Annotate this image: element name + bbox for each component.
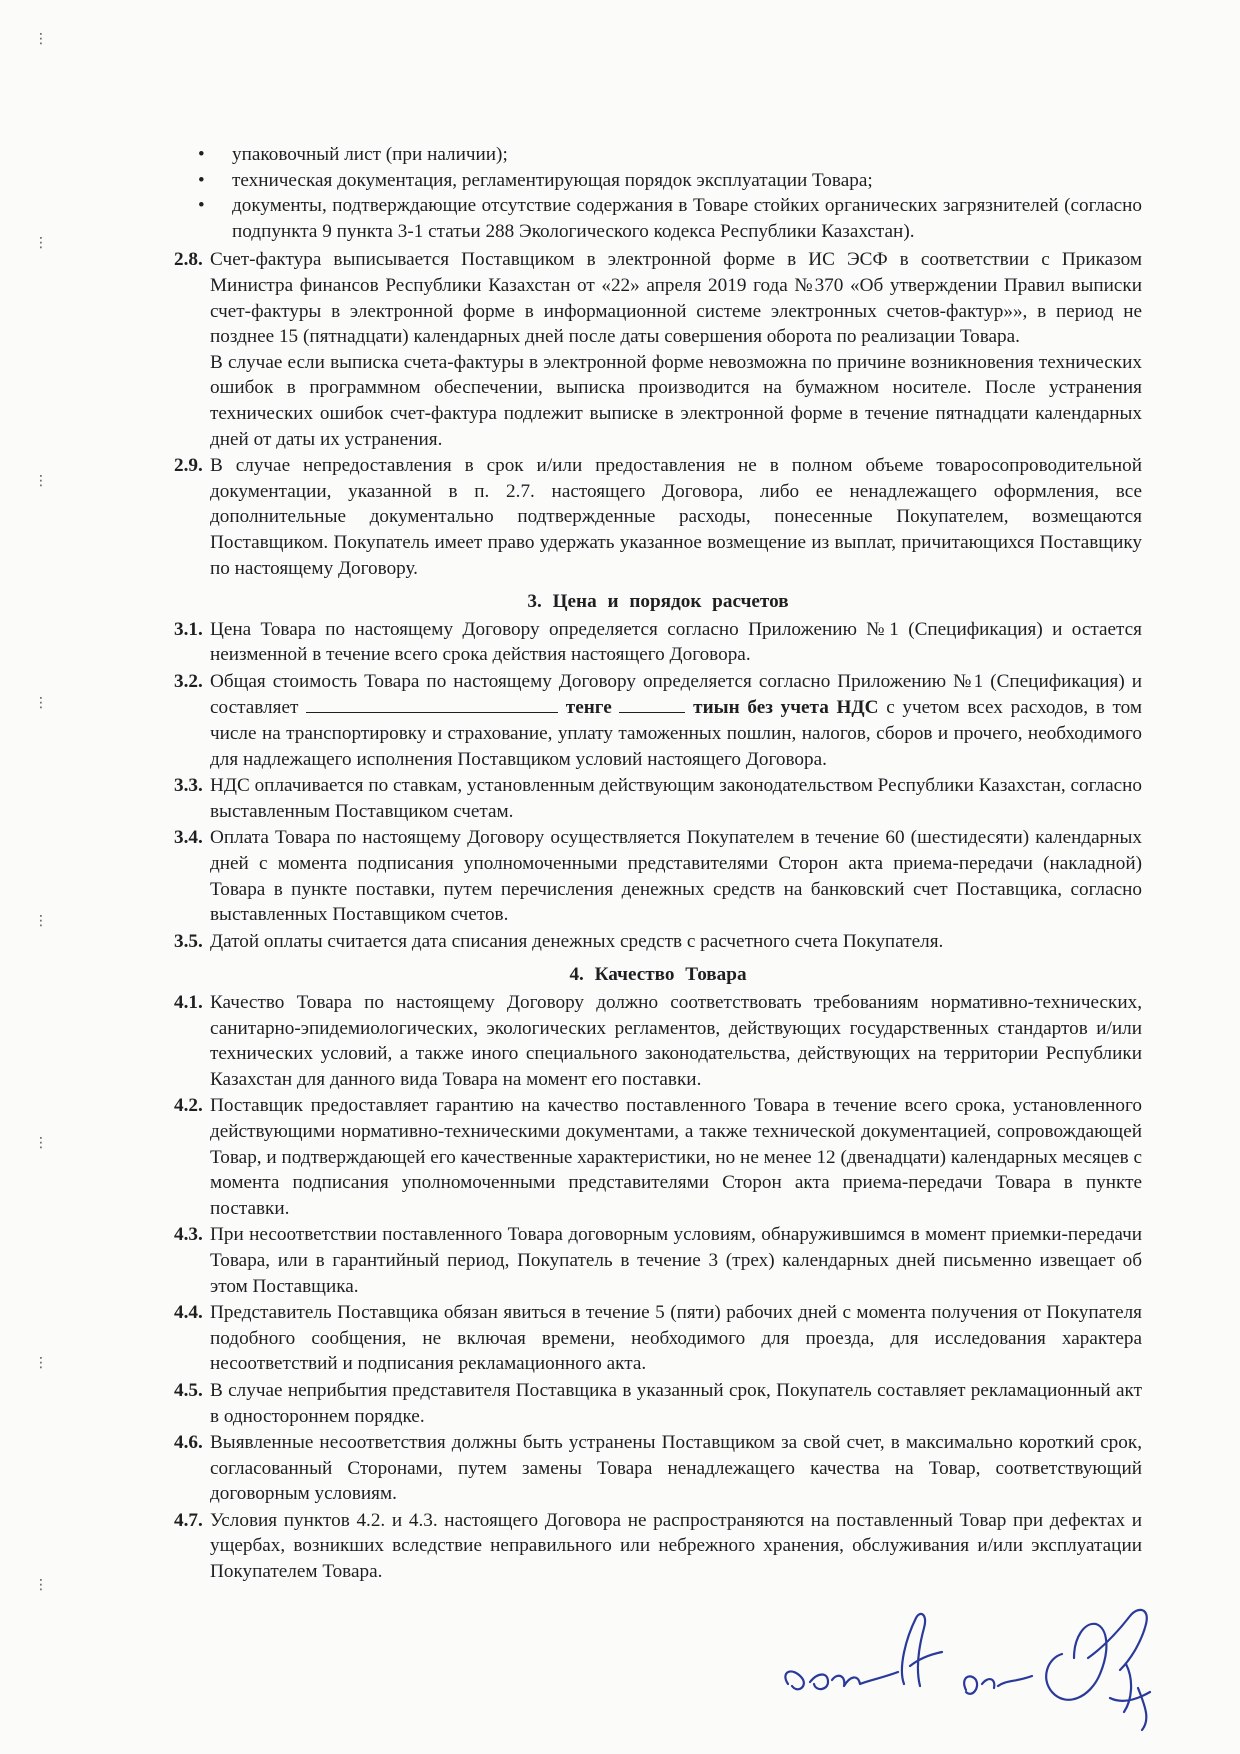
signature-2 <box>902 1614 942 1686</box>
list-item: • документы, подтверждающие отсутствие содержания в Товаре стойких органических загрязнителей (согласно подпункта 9 пункта 3-1 статьи 288 Экологического кодекса Республики Казахстан). <box>174 193 1142 244</box>
clause-3-2-tail: с учетом всех расходов, в том числе на транспортировку и страхование, уплату таможенных пошлин, налогов, сборов и прочего, необходимого для надлежащего исполнения Поставщиком условий настоящего Договора. <box>210 697 1143 770</box>
signature-4 <box>1046 1610 1150 1730</box>
section-3-items-b <box>174 773 1142 954</box>
clause-text: Датой оплаты считается дата списания денежных средств с расчетного счета Покупателя. <box>210 930 944 952</box>
clause-2-8 <box>174 247 1142 452</box>
clause-number: 3.2. <box>174 670 203 692</box>
clause-text: При несоответствии поставленного Товара договорным условиям, обнаружившимся в момент приемки-передачи Товара, или в гарантийный период, Покупатель в течение 3 (трех) календарных дней письменно извещает об этом Поставщика. <box>210 1224 1142 1297</box>
document-list <box>174 142 1142 244</box>
clause-3-1 <box>174 617 1142 668</box>
clause-number: 3.4. <box>174 827 203 849</box>
clause-number: 3.1. <box>174 618 203 640</box>
clause-number: 3.5. <box>174 930 203 952</box>
tiyn-blank <box>619 694 685 713</box>
binding-margin-marks: ⋮ ⋮ ⋮ ⋮ ⋮ ⋮ ⋮ ⋮ <box>34 31 48 1593</box>
clause-number: 4.1. <box>174 992 203 1013</box>
currency-tenge: тенге <box>565 697 612 719</box>
signature-3 <box>964 1676 1032 1694</box>
clause-3-2 <box>174 669 1142 772</box>
clause-3-5 <box>174 929 1142 955</box>
clause-text: Представитель Поставщика обязан явиться в течение 5 (пяти) рабочих дней с момента получения от Покупателя подобного сообщения, не включая времени, необходимого для проезда, для исследования характера несоответствий и подписания рекламационного акта. <box>210 1302 1142 1375</box>
signature-1 <box>785 1671 898 1689</box>
clause-number: 4.4. <box>174 1302 203 1324</box>
list-item: • техническая документация, регламентирующая порядок эксплуатации Товара; <box>174 168 1142 194</box>
clause-2-9 <box>174 453 1142 581</box>
clause-number: 3.3. <box>174 775 203 797</box>
clause-4-7 <box>174 1508 1142 1585</box>
clause-text: В случае неприбытия представителя Поставщика в указанный срок, Покупатель составляет рекламационный акт в одностороннем порядке. <box>210 1379 1142 1427</box>
section-4-title: 4. Качество Товара <box>569 964 747 986</box>
clause-text: Поставщик предоставляет гарантию на качество поставленного Товара в течение всего срока, установленного действующими нормативно-техническими документами, а также технической документацией, сопровождающей Товар, и подтверждающей его качественные характеристики, но не менее 12 (двенадцати) календарных месяцев с момента подписания уполномоченными представителями Сторон акта приема-передачи Товара в пункте поставки. <box>210 1095 1142 1219</box>
clause-number: 4.6. <box>174 1432 203 1454</box>
clause-number: 2.8. <box>174 249 203 271</box>
clause-text: Условия пунктов 4.2. и 4.3. настоящего Договора не распространяются на поставленный Товар при дефектах и ущербах, возникших вследствие неправильного или небрежного хранения, обслуживания и/или эксплуатации Покупателем Товара. <box>210 1509 1142 1583</box>
clause-text: В случае непредоставления в срок и/или предоставления не в полном объеме товаросопроводительной документации, указанной в п. 2.7. настоящего Договора, либо ее ненадлежащего оформления, все дополнительные документально подтвержденные расходы, понесенные Покупателем, возмещаются Поставщиком. Покупатель имеет право удержать указанное возмещение из выплат, причитающихся Поставщику по настоящему Договору. <box>210 455 1142 579</box>
clause-text: Качество Товара по настоящему Договору должно соответствовать требованиям нормативно-технических, санитарно-эпидемиологических, экологических регламентов, действующих государственных стандартов и/или технических условий, а также иного специального законодательства, действующих на территории Республики Казахстан для данного вида Товара на момент его поставки. <box>210 992 1142 1090</box>
clause-text <box>210 669 1142 772</box>
clause-number: 4.5. <box>174 1379 203 1401</box>
clause-number: 4.2. <box>174 1095 203 1117</box>
section-2-continued <box>174 247 1142 581</box>
clause-4-5 <box>174 1378 1142 1429</box>
clause-text: Цена Товара по настоящему Договору определяется согласно Приложению №1 (Спецификация) и остается неизменной в течение всего срока действия настоящего Договора. <box>210 618 1142 666</box>
section-3-items-a <box>174 617 1142 668</box>
document-body <box>174 142 1142 1586</box>
list-item: • упаковочный лист (при наличии); <box>174 142 1142 168</box>
clause-4-2 <box>174 1093 1142 1221</box>
currency-tiyn: тиын без учета НДС <box>693 697 879 719</box>
amount-blank <box>306 694 558 713</box>
clause-3-3 <box>174 773 1142 824</box>
clause-number: 2.9. <box>174 455 203 477</box>
clause-number: 4.3. <box>174 1224 203 1246</box>
clause-text: Оплата Товара по настоящему Договору осуществляется Покупателем в течение 60 (шестидесяти) календарных дней с момента подписания уполномоченными представителями Сторон акта приема-передачи (накладной) Товара в пункте поставки, путем перечисления денежных средств на банковский счет Поставщика, согласно выставленных Поставщиком счетов. <box>210 827 1142 926</box>
clause-text: НДС оплачивается по ставкам, установленным действующим законодательством Республики Казахстан, согласно выставленным Поставщиком счетам. <box>210 775 1142 822</box>
clause-4-4 <box>174 1300 1142 1377</box>
section-3-title: 3. Цена и порядок расчетов <box>527 591 789 613</box>
clause-3-4 <box>174 825 1142 927</box>
clause-number: 4.7. <box>174 1509 203 1531</box>
clause-text: Счет-фактура выписывается Поставщиком в электронной форме в ИС ЭСФ в соответствии с Приказом Министра финансов Республики Казахстан от «22» апреля 2019 года №370 «Об утверждении Правил выписки счет-фактуры в электронной форме в информационной системе электронных счетов-фактур»», в период не позднее 15 (пятнадцати) календарных дней после даты совершения оборота по реализации Товара. <box>210 249 1142 348</box>
section-4-items <box>174 990 1142 1585</box>
clause-text: Выявленные несоответствия должны быть устранены Поставщиком за свой счет, в максимально короткий срок, согласованный Сторонами, путем замены Товара ненадлежащего качества на Товар, соответствующий договорным условиям. <box>210 1432 1142 1505</box>
clause-4-3 <box>174 1222 1142 1299</box>
clause-text: В случае если выписка счета-фактуры в электронной форме невозможна по причине возникновения технических ошибок в программном обеспечении, выписка производится на бумажном носителе. После устранения технических ошибок счет-фактура подлежит выписке в электронной форме в течение пятнадцати календарных дней от даты их устранения. <box>210 351 1142 450</box>
handwritten-signatures <box>770 1588 1180 1738</box>
clause-4-1 <box>174 990 1142 1092</box>
clause-3-2-lead: Общая стоимость Товара по настоящему Договору определяется согласно Приложению №1 (Спецификация) и составляет <box>210 670 1142 719</box>
clause-4-6 <box>174 1430 1142 1507</box>
